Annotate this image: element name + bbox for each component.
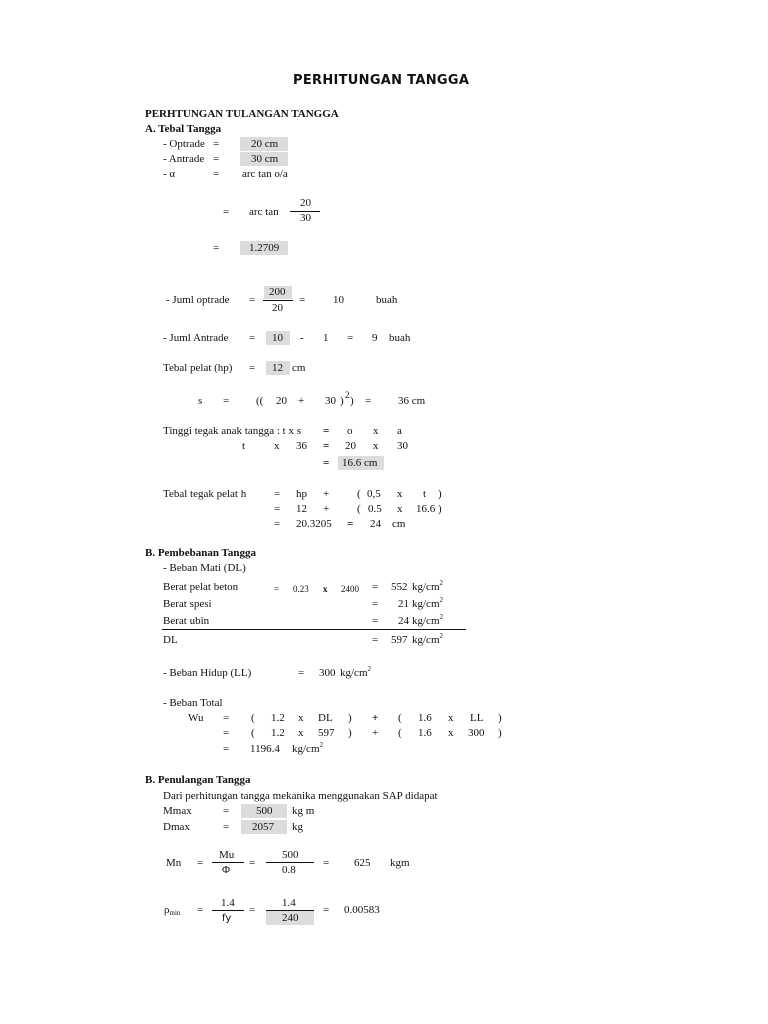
antrade-value: 30 cm (251, 153, 279, 165)
wu-r3-unit: $kg/cm^2$ (292, 741, 323, 755)
rho-min-label: $\rho_{min}$ (164, 904, 181, 917)
mn-denominator2: 0.8 (282, 864, 296, 876)
tebal-tegak-r2-x: x (397, 503, 403, 515)
mmax-label: Mmax (163, 805, 192, 817)
dl-row-calc-b: 2400 (341, 584, 359, 594)
tebal-tegak-r1-c: 0,5 (367, 488, 381, 500)
tebal-tegak-r1-open: ( (357, 488, 361, 500)
section-heading: PERHTUNGAN TULANGAN TANGGA (145, 108, 339, 120)
dl-row-calc-eq: = (274, 584, 280, 594)
tinggi-label: Tinggi tegak anak tangga : t x s (163, 425, 301, 437)
juml-antrade-op: - (300, 332, 304, 344)
section-b-title: B. Pembebanan Tangga (145, 547, 256, 559)
juml-antrade-eq2: = (347, 332, 354, 344)
dl-row-unit: $kg/cm^2$ (412, 596, 443, 610)
alpha2-eq: = (223, 206, 230, 218)
wu-r2-o1: ( (251, 727, 255, 739)
tinggi-eq1: = (323, 425, 330, 437)
tebal-tegak-r2-a: 12 (296, 503, 307, 515)
dmax-value: 2057 (252, 821, 274, 833)
tebal-pelat-value: 12 (272, 362, 283, 374)
s-eq2: = (365, 395, 372, 407)
dl-row-label: Berat spesi (163, 598, 212, 610)
wu-label: Wu (188, 712, 204, 724)
wu-r2-x1: x (298, 727, 304, 739)
tinggi-s: 36 (296, 440, 307, 452)
wu-r1-b: DL (318, 712, 333, 724)
rho-numerator: 1.4 (221, 897, 235, 909)
tinggi-30: 30 (397, 440, 408, 452)
page-title: PERHITUNGAN TANGGA (293, 73, 470, 88)
s-label: s (198, 395, 203, 407)
sum-divider (162, 629, 466, 630)
tinggi-o: o (347, 425, 353, 437)
s-close-post: ) (350, 395, 354, 407)
tebal-tegak-r2-op: + (323, 503, 330, 515)
dl-row-unit: $kg/cm^2$ (412, 579, 443, 593)
wu-r1-c2: ) (498, 712, 502, 724)
fraction-bar (212, 910, 244, 911)
juml-optrade-numerator: 200 (269, 286, 286, 298)
tebal-tegak-r3-b: 24 (370, 518, 381, 530)
wu-r2-eq: = (223, 727, 230, 739)
beban-mati-label: - Beban Mati (DL) (163, 562, 246, 574)
alpha-label: - α (163, 168, 176, 180)
s-exponent: 2 (345, 390, 350, 400)
s-b: 30 (325, 395, 336, 407)
mn-unit: kgm (390, 857, 410, 869)
juml-optrade-label: - Juml optrade (166, 294, 230, 306)
optrade-eq: = (213, 138, 220, 150)
wu-r2-x2: x (448, 727, 454, 739)
tinggi-a: a (397, 425, 402, 437)
tinggi-eq2: = (323, 440, 330, 452)
wu-r1-plus: + (372, 712, 379, 724)
wu-r2-c1: ) (348, 727, 352, 739)
tebal-tegak-r1-x: x (397, 488, 403, 500)
dl-row-calc-x: x (323, 584, 328, 594)
tebal-tegak-r1-d: t (423, 488, 427, 500)
mmax-unit: kg m (292, 805, 315, 817)
juml-antrade-eq: = (249, 332, 256, 344)
tebal-tegak-r3-eq: = (274, 518, 281, 530)
mn-eq: = (197, 857, 204, 869)
dmax-unit: kg (292, 821, 303, 833)
dl-row-eq: = (372, 615, 379, 627)
wu-r2-o2: ( (398, 727, 402, 739)
juml-antrade-unit: buah (389, 332, 411, 344)
beban-total-label: - Beban Total (163, 697, 223, 709)
tinggi-result: 16.6 cm (342, 457, 378, 469)
s-op: + (298, 395, 305, 407)
wu-r1-d: LL (470, 712, 484, 724)
tebal-tegak-r1-op: + (323, 488, 330, 500)
juml-optrade-value: 10 (333, 294, 344, 306)
wu-r2-b: 597 (318, 727, 335, 739)
tinggi-20: 20 (345, 440, 356, 452)
wu-r1-c1: ) (348, 712, 352, 724)
optrade-value: 20 cm (251, 138, 279, 150)
tinggi-x3: x (373, 440, 379, 452)
penulangan-intro: Dari perhitungan tangga mekanika menggunakan SAP didapat (163, 790, 438, 802)
dl-total-label: DL (163, 634, 178, 646)
beban-hidup-eq: = (298, 667, 305, 679)
juml-antrade-b: 1 (323, 332, 329, 344)
wu-r3-eq: = (223, 743, 230, 755)
mn-denominator: Φ (222, 864, 231, 876)
fraction-bar (263, 300, 293, 301)
dl-total-unit: $kg/cm^2$ (412, 632, 443, 646)
antrade-eq: = (213, 153, 220, 165)
dl-row-value: 552 (391, 581, 408, 593)
mn-eq2: = (249, 857, 256, 869)
tebal-pelat-label: Tebal pelat (hp) (163, 362, 233, 374)
tinggi-t: t (242, 440, 246, 452)
tebal-tegak-r2-open: ( (357, 503, 361, 515)
juml-antrade-a: 10 (272, 332, 283, 344)
mmax-value: 500 (256, 805, 273, 817)
beban-hidup-value: 300 (319, 667, 336, 679)
antrade-label: - Antrade (163, 153, 205, 165)
tebal-tegak-r1-eq: = (274, 488, 281, 500)
juml-optrade-eq: = (249, 294, 256, 306)
alpha2-numerator: 20 (300, 197, 311, 209)
wu-r2-plus: + (372, 727, 379, 739)
tebal-tegak-r2-eq: = (274, 503, 281, 515)
s-value: 36 cm (398, 395, 426, 407)
dl-total-value: 597 (391, 634, 408, 646)
juml-optrade-eq2: = (299, 294, 306, 306)
section-c-title: B. Penulangan Tangga (145, 774, 251, 786)
mn-label: Mn (166, 857, 182, 869)
s-a: 20 (276, 395, 287, 407)
tebal-tegak-r1-close: ) (438, 488, 442, 500)
mn-numerator2: 500 (282, 849, 299, 861)
wu-r2-d: 300 (468, 727, 485, 739)
alpha-eq: = (213, 168, 220, 180)
tebal-tegak-r3-a: 20.3205 (296, 518, 332, 530)
beban-hidup-unit: $kg/cm^2$ (340, 665, 371, 679)
wu-r3-value: 1196.4 (250, 743, 280, 755)
dl-row-label: Berat pelat beton (163, 581, 239, 593)
rho-eq2: = (249, 904, 256, 916)
juml-optrade-unit: buah (376, 294, 398, 306)
rho-eq: = (197, 904, 204, 916)
beban-hidup-label: - Beban Hidup (LL) (163, 667, 252, 679)
alpha2-denominator: 30 (300, 212, 311, 224)
juml-antrade-label: - Juml Antrade (163, 332, 229, 344)
alpha3-value: 1.2709 (249, 242, 280, 254)
dl-row-eq: = (372, 581, 379, 593)
mn-value: 625 (354, 857, 371, 869)
dl-row-unit: $kg/cm^2$ (412, 613, 443, 627)
fraction-bar (266, 862, 314, 863)
tebal-tegak-r2-close: ) (438, 503, 442, 515)
alpha-formula: arc tan o/a (242, 168, 288, 180)
tebal-tegak-r3-eq2: = (347, 518, 354, 530)
tinggi-x2: x (274, 440, 280, 452)
dl-row-calc-a: 0.23 (293, 584, 309, 594)
wu-r2-c: 1.6 (418, 727, 432, 739)
wu-r1-x1: x (298, 712, 304, 724)
wu-r2-a: 1.2 (271, 727, 285, 739)
tebal-pelat-eq: = (249, 362, 256, 374)
section-a-title: A. Tebal Tangga (145, 123, 222, 135)
tinggi-x1: x (373, 425, 379, 437)
mmax-eq: = (223, 805, 230, 817)
dmax-eq: = (223, 821, 230, 833)
tebal-pelat-unit: cm (292, 362, 306, 374)
wu-r1-eq: = (223, 712, 230, 724)
wu-r1-x2: x (448, 712, 454, 724)
dl-row-label: Berat ubin (163, 615, 210, 627)
alpha2-fn: arc tan (249, 206, 279, 218)
wu-r1-o2: ( (398, 712, 402, 724)
s-open: (( (256, 395, 264, 407)
tebal-tegak-r1-a: hp (296, 488, 307, 500)
dmax-label: Dmax (163, 821, 190, 833)
tebal-tegak-label: Tebal tegak pelat h (163, 488, 247, 500)
mn-eq3: = (323, 857, 330, 869)
dl-total-eq: = (372, 634, 379, 646)
wu-r2-c2: ) (498, 727, 502, 739)
tebal-tegak-r2-c: 0.5 (368, 503, 382, 515)
rho-numerator2: 1.4 (282, 897, 296, 909)
dl-row-eq: = (372, 598, 379, 610)
s-eq: = (223, 395, 230, 407)
mn-numerator: Mu (219, 849, 235, 861)
rho-denominator2: 240 (282, 912, 299, 924)
wu-r1-a: 1.2 (271, 712, 285, 724)
tebal-tegak-r3-unit: cm (392, 518, 406, 530)
alpha3-eq: = (213, 242, 220, 254)
fraction-bar (212, 862, 244, 863)
optrade-label: - Optrade (163, 138, 205, 150)
s-close-pre: ) (340, 395, 344, 407)
dl-row-value: 21 (398, 598, 409, 610)
wu-r1-o1: ( (251, 712, 255, 724)
rho-denominator: fy (222, 913, 232, 924)
rho-value: 0.00583 (344, 904, 380, 916)
dl-row-value: 24 (398, 615, 409, 627)
juml-optrade-denominator: 20 (272, 302, 283, 314)
juml-antrade-value: 9 (372, 332, 378, 344)
tinggi-eq3: = (323, 457, 330, 469)
rho-eq3: = (323, 904, 330, 916)
tebal-tegak-r2-d: 16.6 (416, 503, 436, 515)
wu-r1-c: 1.6 (418, 712, 432, 724)
